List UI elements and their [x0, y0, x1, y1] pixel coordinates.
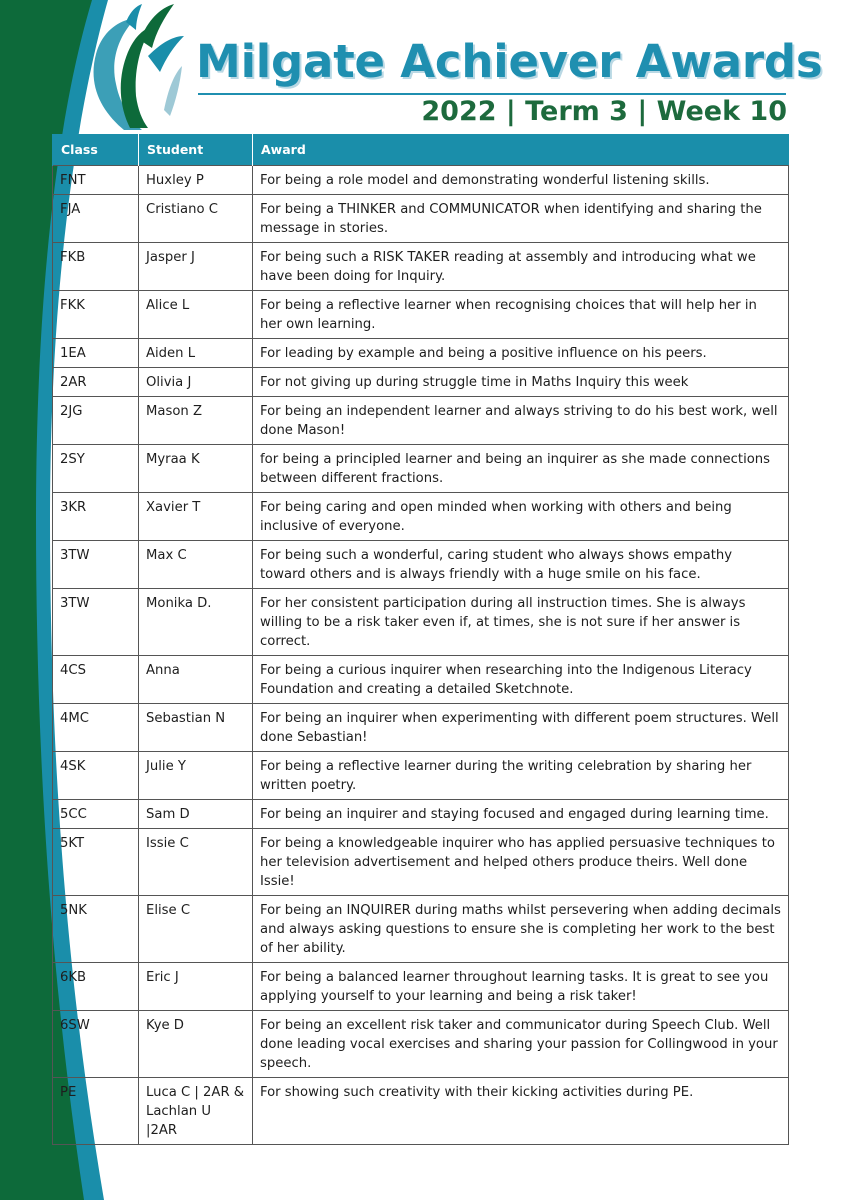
cell-student: Xavier T — [139, 493, 253, 541]
table-row — [53, 339, 789, 368]
table-row — [53, 445, 789, 493]
cell-award: For being such a RISK TAKER reading at assembly and introducing what we have been doing for Inquiry. — [253, 243, 789, 291]
cell-award: For being such a wonderful, caring student who always shows empathy toward others and is always friendly with a huge smile on his face. — [253, 541, 789, 589]
header-row — [53, 134, 789, 166]
cell-student: Sebastian N — [139, 704, 253, 752]
table-header — [53, 134, 789, 166]
cell-class: PE — [53, 1078, 139, 1145]
cell-award: For being a reflective learner when recognising choices that will help her in her own learning. — [253, 291, 789, 339]
school-logo — [78, 0, 186, 132]
cell-student: Aiden L — [139, 339, 253, 368]
cell-student: Alice L — [139, 291, 253, 339]
cell-class: FJA — [53, 195, 139, 243]
cell-student: Jasper J — [139, 243, 253, 291]
cell-class: 2AR — [53, 368, 139, 397]
cell-award: For being a reflective learner during the writing celebration by sharing her written poetry. — [253, 752, 789, 800]
cell-award: for being a principled learner and being an inquirer as she made connections between different fractions. — [253, 445, 789, 493]
cell-student: Mason Z — [139, 397, 253, 445]
cell-class: 4MC — [53, 704, 139, 752]
table-row — [53, 752, 789, 800]
cell-class: FNT — [53, 166, 139, 195]
cell-class: 2JG — [53, 397, 139, 445]
cell-student: Huxley P — [139, 166, 253, 195]
cell-award: For leading by example and being a positive influence on his peers. — [253, 339, 789, 368]
cell-award: For being a role model and demonstrating wonderful listening skills. — [253, 166, 789, 195]
cell-student: Sam D — [139, 800, 253, 829]
table-row — [53, 704, 789, 752]
cell-award: For showing such creativity with their kicking activities during PE. — [253, 1078, 789, 1145]
cell-student: Cristiano C — [139, 195, 253, 243]
title-underline — [198, 93, 786, 95]
cell-student: Max C — [139, 541, 253, 589]
cell-class: FKK — [53, 291, 139, 339]
cell-class: 3TW — [53, 541, 139, 589]
table-body — [53, 166, 789, 1145]
cell-award: For being an INQUIRER during maths whilst persevering when adding decimals and always asking questions to ensure she is completing her work to the best of her ability. — [253, 896, 789, 963]
cell-award: For being a THINKER and COMMUNICATOR when identifying and sharing the message in stories. — [253, 195, 789, 243]
cell-award: For being a knowledgeable inquirer who has applied persuasive techniques to her television advertisement and helped others produce theirs. Well done Issie! — [253, 829, 789, 896]
cell-student: Issie C — [139, 829, 253, 896]
table-row — [53, 589, 789, 656]
table-row — [53, 963, 789, 1011]
cell-award: For being an inquirer and staying focused and engaged during learning time. — [253, 800, 789, 829]
table-row — [53, 195, 789, 243]
cell-award: For being an excellent risk taker and communicator during Speech Club. Well done leading vocal exercises and sharing your passion for Collingwood in your speech. — [253, 1011, 789, 1078]
table-row — [53, 656, 789, 704]
page-title: Milgate Achiever Awards — [196, 35, 823, 88]
table-row — [53, 1011, 789, 1078]
awards-table — [52, 134, 789, 1145]
cell-class: FKB — [53, 243, 139, 291]
table-row — [53, 896, 789, 963]
table-row — [53, 166, 789, 195]
cell-student: Julie Y — [139, 752, 253, 800]
cell-class: 4CS — [53, 656, 139, 704]
table-row — [53, 1078, 789, 1145]
cell-student: Anna — [139, 656, 253, 704]
cell-class: 5CC — [53, 800, 139, 829]
table-row — [53, 829, 789, 896]
cell-class: 4SK — [53, 752, 139, 800]
cell-student: Elise C — [139, 896, 253, 963]
table-row — [53, 243, 789, 291]
cell-award: For being a curious inquirer when researching into the Indigenous Literacy Foundation and creating a detailed Sketchnote. — [253, 656, 789, 704]
cell-student: Kye D — [139, 1011, 253, 1078]
table-row — [53, 800, 789, 829]
cell-student: Myraa K — [139, 445, 253, 493]
table-row — [53, 368, 789, 397]
cell-award: For her consistent participation during all instruction times. She is always willing to be a risk taker even if, at times, she is not sure if her answer is correct. — [253, 589, 789, 656]
cell-award: For not giving up during struggle time in Maths Inquiry this week — [253, 368, 789, 397]
column-header-class: Class — [53, 134, 139, 166]
cell-student: Monika D. — [139, 589, 253, 656]
cell-student: Olivia J — [139, 368, 253, 397]
cell-class: 3TW — [53, 589, 139, 656]
table-row — [53, 493, 789, 541]
cell-class: 2SY — [53, 445, 139, 493]
cell-award: For being a balanced learner throughout learning tasks. It is great to see you applying yourself to your learning and being a risk taker! — [253, 963, 789, 1011]
cell-class: 6KB — [53, 963, 139, 1011]
column-header-student: Student — [139, 134, 253, 166]
cell-student: Luca C | 2AR & Lachlan U |2AR — [139, 1078, 253, 1145]
cell-award: For being an independent learner and always striving to do his best work, well done Mason! — [253, 397, 789, 445]
cell-class: 1EA — [53, 339, 139, 368]
table-row — [53, 291, 789, 339]
table-row — [53, 397, 789, 445]
cell-award: For being caring and open minded when working with others and being inclusive of everyone. — [253, 493, 789, 541]
cell-class: 3KR — [53, 493, 139, 541]
table-row — [53, 541, 789, 589]
cell-class: 5KT — [53, 829, 139, 896]
cell-class: 5NK — [53, 896, 139, 963]
cell-award: For being an inquirer when experimenting with different poem structures. Well done Sebastian! — [253, 704, 789, 752]
column-header-award: Award — [253, 134, 789, 166]
cell-student: Eric J — [139, 963, 253, 1011]
page-subtitle: 2022 | Term 3 | Week 10 — [421, 96, 787, 127]
cell-class: 6SW — [53, 1011, 139, 1078]
